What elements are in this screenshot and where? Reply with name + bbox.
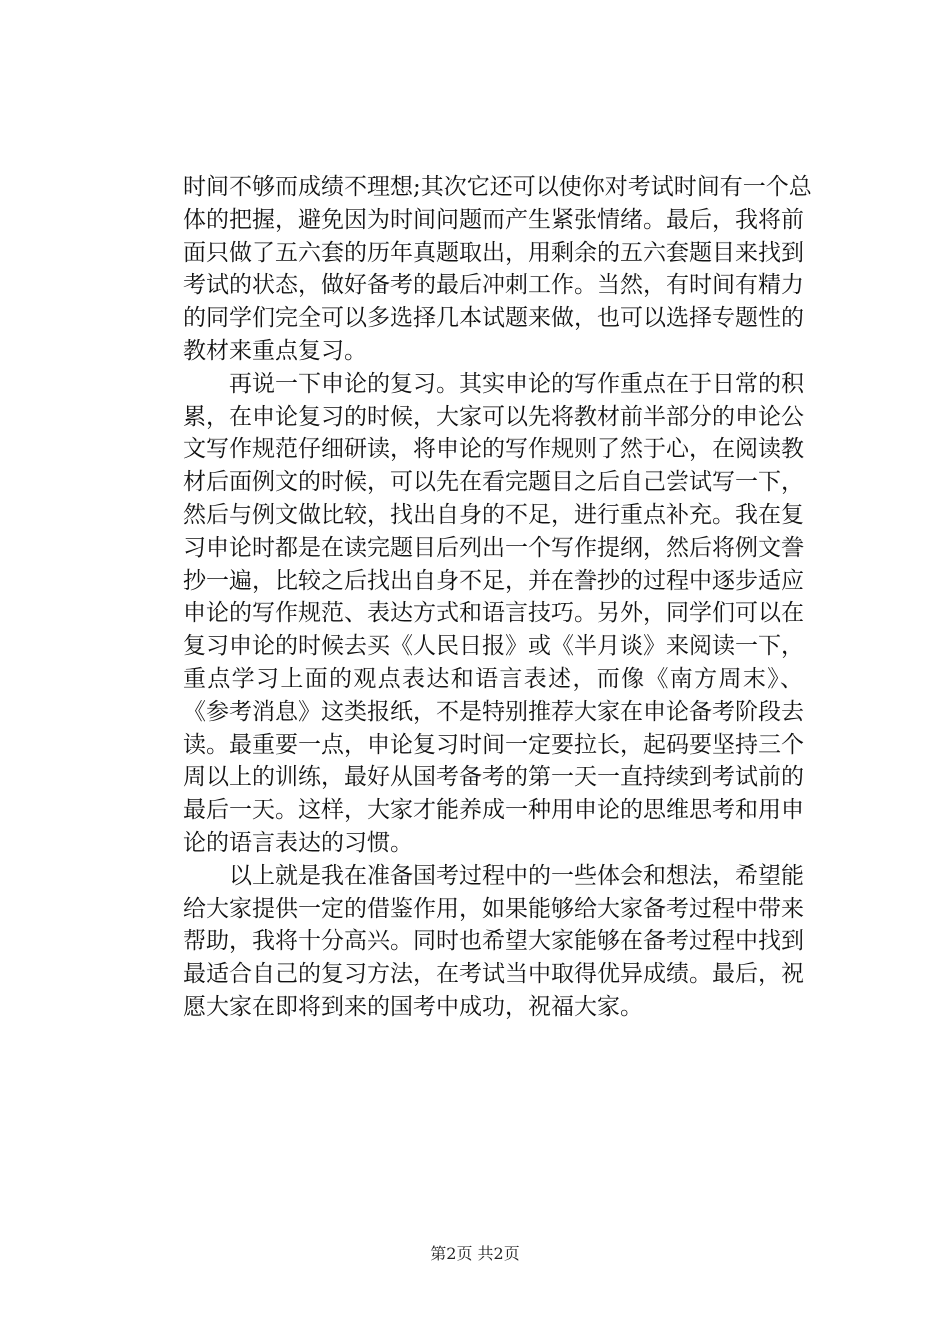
text-line: 读。最重要一点，申论复习时间一定要拉长，起码要坚持三个 [183,731,804,758]
text-line: 时间不够而成绩不理想;其次它还可以使你对考试时间有一个总 [183,174,812,200]
text-line: 最后一天。这样，大家才能养成一种用申论的思维思考和用申 [183,797,804,824]
text-line: 文写作规范仔细研读，将申论的写作规则了然于心，在阅读教 [183,436,804,463]
text-line: 愿大家在即将到来的国考中成功，祝福大家。 [183,993,643,1020]
text-line: 的同学们完全可以多选择几本试题来做，也可以选择专题性的 [183,305,804,332]
text-line: 以上就是我在准备国考过程中的一些体会和想法，希望能 [183,862,804,889]
text-line: 然后与例文做比较，找出自身的不足，进行重点补充。我在复 [183,501,804,528]
paragraph-3 [183,860,803,1024]
text-line: 面只做了五六套的历年真题取出，用剩余的五六套题目来找到 [183,239,804,266]
text-line: 再说一下申论的复习。其实申论的写作重点在于日常的积 [183,370,804,397]
text-line: 论的语言表达的习惯。 [183,829,413,856]
page-number: 第2页 [430,1244,473,1263]
text-line: 帮助，我将十分高兴。同时也希望大家能够在备考过程中找到 [183,928,804,955]
text-line: 材后面例文的时候，可以先在看完题目之后自己尝试写一下， [183,469,804,496]
paragraph-2 [183,368,803,860]
text-line: 复习申论的时候去买《人民日报》或《半月谈》来阅读一下， [183,633,804,660]
document-body [183,171,812,1024]
text-line: 体的把握，避免因为时间问题而产生紧张情绪。最后，我将前 [183,206,804,233]
text-line: 抄一遍，比较之后找出自身不足，并在誊抄的过程中逐步适应 [183,567,804,594]
text-line: 申论的写作规范、表达方式和语言技巧。另外，同学们可以在 [183,600,804,627]
text-line: 《参考消息》这类报纸，不是特别推荐大家在申论备考阶段去 [183,698,804,725]
text-line: 习申论时都是在读完题目后列出一个写作提纲，然后将例文誊 [183,534,804,561]
text-line: 给大家提供一定的借鉴作用，如果能够给大家备考过程中带来 [183,895,804,922]
text-line: 最适合自己的复习方法，在考试当中取得优异成绩。最后，祝 [183,961,804,988]
text-line: 累，在申论复习的时候，大家可以先将教材前半部分的申论公 [183,403,804,430]
page-total: 共2页 [477,1244,520,1263]
page-footer [0,1244,950,1264]
paragraph-1 [183,171,812,368]
text-line: 重点学习上面的观点表达和语言表述，而像《南方周末》、 [183,665,803,692]
text-line: 教材来重点复习。 [183,337,367,364]
text-line: 考试的状态，做好备考的最后冲刺工作。当然，有时间有精力 [183,272,804,299]
text-line: 周以上的训练，最好从国考备考的第一天一直持续到考试前的 [183,764,804,791]
